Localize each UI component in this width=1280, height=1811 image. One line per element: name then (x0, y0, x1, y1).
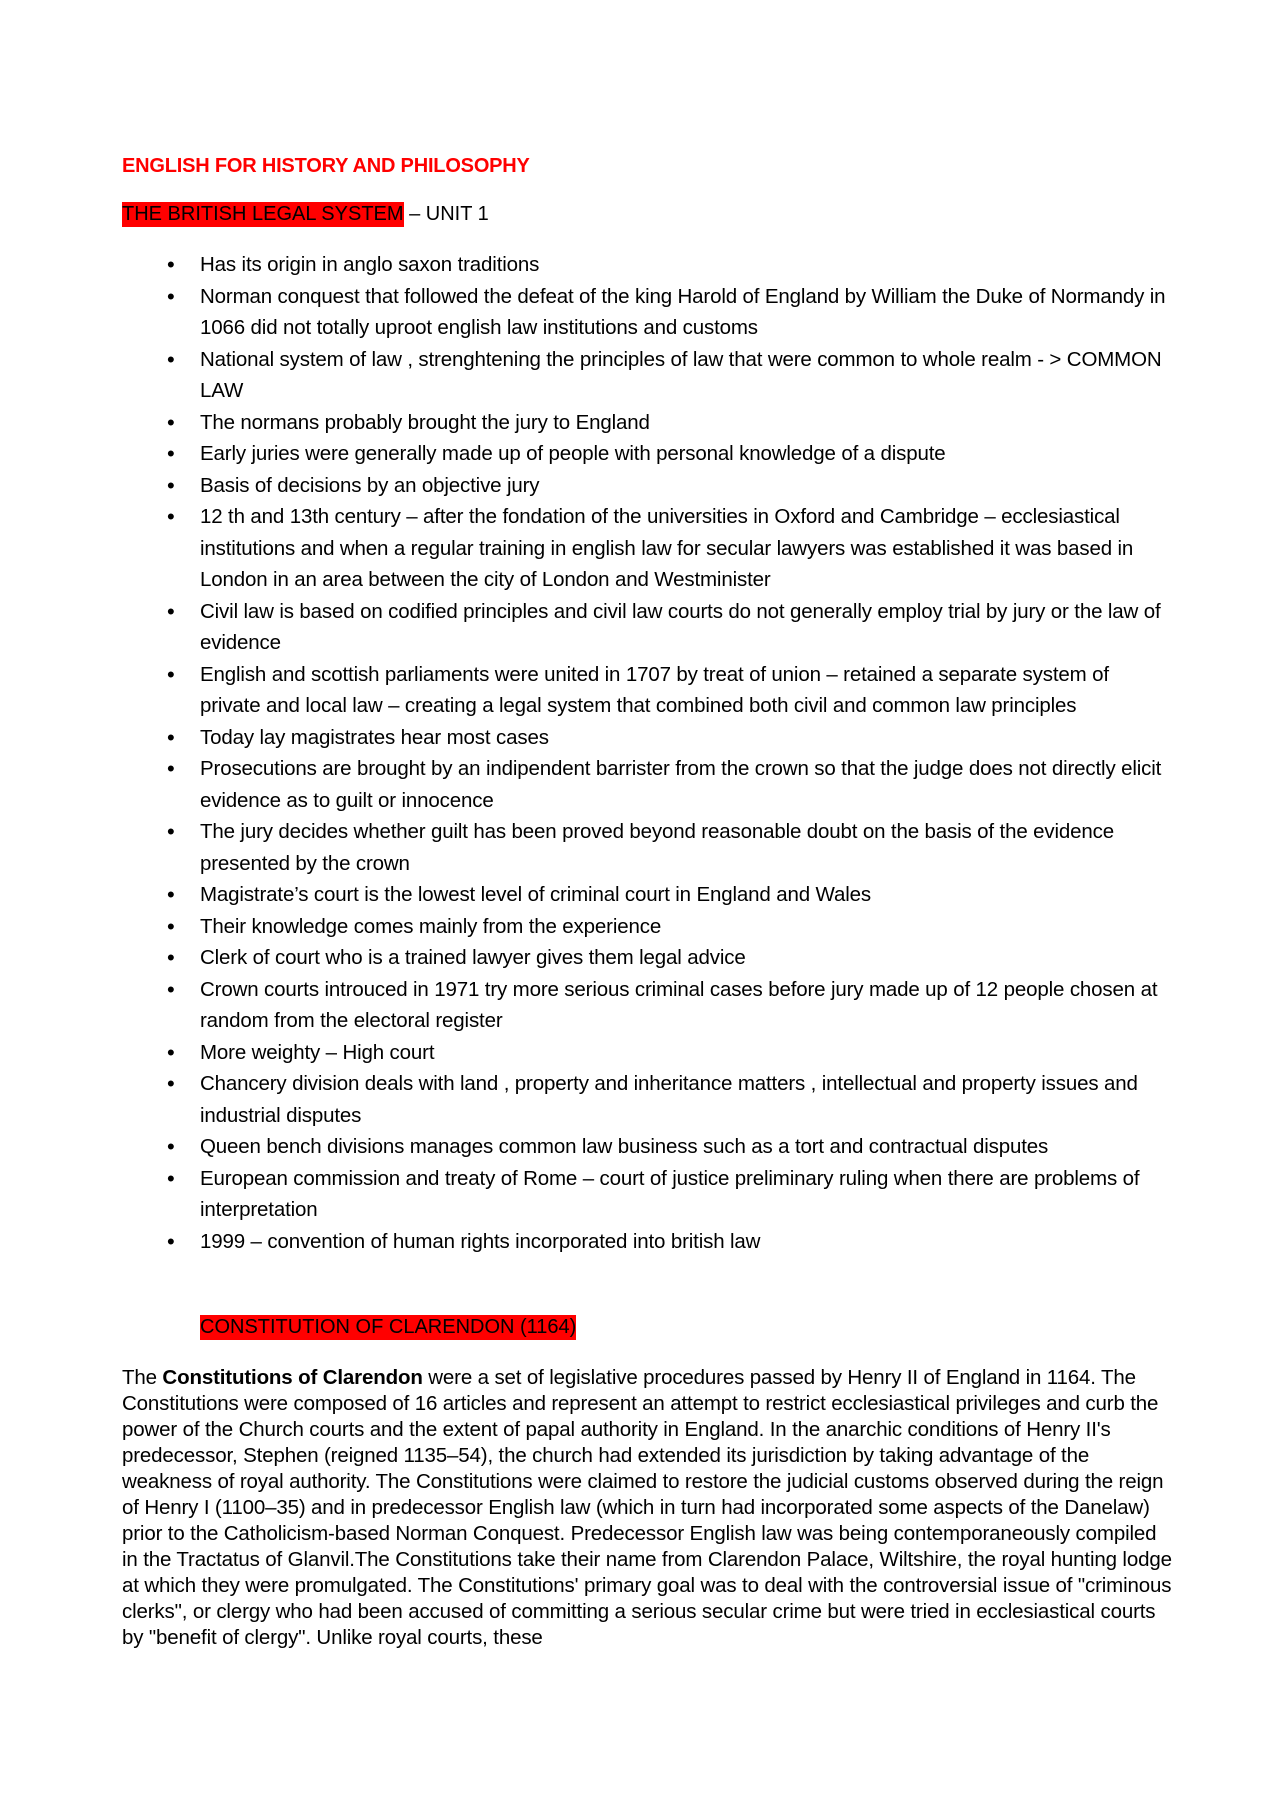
bullet-item: • The jury decides whether guilt has been proved beyond reasonable doubt on the basis of the evidence presented by the crown (200, 816, 1170, 879)
bullet-item: • Today lay magistrates hear most cases (200, 722, 1170, 754)
bullet-item: • Crown courts introuced in 1971 try more serious criminal cases before jury made up of 12 people chosen at random from the electoral register (200, 974, 1170, 1037)
bullet-item: • Their knowledge comes mainly from the experience (200, 911, 1170, 943)
unit-heading-highlight: THE BRITISH LEGAL SYSTEM (122, 203, 404, 225)
bullet-item: • Has its origin in anglo saxon traditions (200, 249, 1170, 281)
bullet-item: • More weighty – High court (200, 1037, 1170, 1069)
bullet-item: • Queen bench divisions manages common law business such as a tort and contractual disputes (200, 1131, 1170, 1163)
section-heading-highlight: CONSTITUTION OF CLARENDON (1164) (200, 1316, 577, 1338)
unit-heading (122, 203, 489, 226)
document-title: ENGLISH FOR HISTORY AND PHILOSOPHY (122, 155, 530, 177)
bullet-item: • Civil law is based on codified principles and civil law courts do not generally employ trial by jury or the law of evidence (200, 596, 1170, 659)
section-heading (200, 1316, 576, 1339)
bullet-item: • National system of law , strenghtening the principles of law that were common to whole realm - > COMMON LAW (200, 344, 1170, 407)
bullet-list (200, 249, 1170, 1257)
bullet-item: • Chancery division deals with land , property and inheritance matters , intellectual and property issues and industrial disputes (200, 1068, 1170, 1131)
bullet-item: • Early juries were generally made up of people with personal knowledge of a dispute (200, 438, 1170, 470)
paragraph-bold-term: Constitutions of Clarendon (162, 1366, 423, 1389)
paragraph-text: were a set of legislative procedures passed by Henry II of England in 1164. The Constitutions were composed of 16 articles and represent an attempt to restrict ecclesiastical privileges and curb the power of the Church courts and the extent of papal authority in England. In the anarchic conditions of Henry II's predecessor, Stephen (reigned 1135–54), the church had extended its jurisdiction by taking advantage of the weakness of royal authority. The Constitutions were claimed to restore the judicial customs observed during the reign of Henry I (1100–35) and in predecessor English law (which in turn had incorporated some aspects of the Danelaw) prior to the Catholicism-based Norman Conquest. Predecessor English law was being contemporaneously compiled in the Tractatus of Glanvil.The Constitutions take their name from Clarendon Palace, Wiltshire, the royal hunting lodge at which they were promulgated. The Constitutions' primary goal was to deal with the controversial issue of "criminous clerks", or clergy who had been accused of committing a serious secular crime but were tried in ecclesiastical courts by "benefit of clergy". Unlike royal courts, these (122, 1366, 1172, 1649)
bullet-item: • Clerk of court who is a trained lawyer gives them legal advice (200, 942, 1170, 974)
paragraph-lead: The (122, 1366, 163, 1389)
bullet-item: • Basis of decisions by an objective jury (200, 470, 1170, 502)
body-paragraph (122, 1365, 1172, 1651)
bullet-item: • 12 th and 13th century – after the fondation of the universities in Oxford and Cambridge – ecclesiastical institutions and when a regular training in english law for secular lawyers was established it was based in London in an area between the city of London and Westminister (200, 501, 1170, 596)
bullet-item: • European commission and treaty of Rome – court of justice preliminary ruling when there are problems of interpretation (200, 1163, 1170, 1226)
bullet-item: • Magistrate’s court is the lowest level of criminal court in England and Wales (200, 879, 1170, 911)
unit-heading-label: – UNIT 1 (403, 203, 489, 225)
bullet-item: • Prosecutions are brought by an indipendent barrister from the crown so that the judge does not directly elicit evidence as to guilt or innocence (200, 753, 1170, 816)
bullet-item: • The normans probably brought the jury to England (200, 407, 1170, 439)
bullet-item: • Norman conquest that followed the defeat of the king Harold of England by William the Duke of Normandy in 1066 did not totally uproot english law institutions and customs (200, 281, 1170, 344)
bullet-item: • 1999 – convention of human rights incorporated into british law (200, 1226, 1170, 1258)
bullet-item: • English and scottish parliaments were united in 1707 by treat of union – retained a separate system of private and local law – creating a legal system that combined both civil and common law principles (200, 659, 1170, 722)
